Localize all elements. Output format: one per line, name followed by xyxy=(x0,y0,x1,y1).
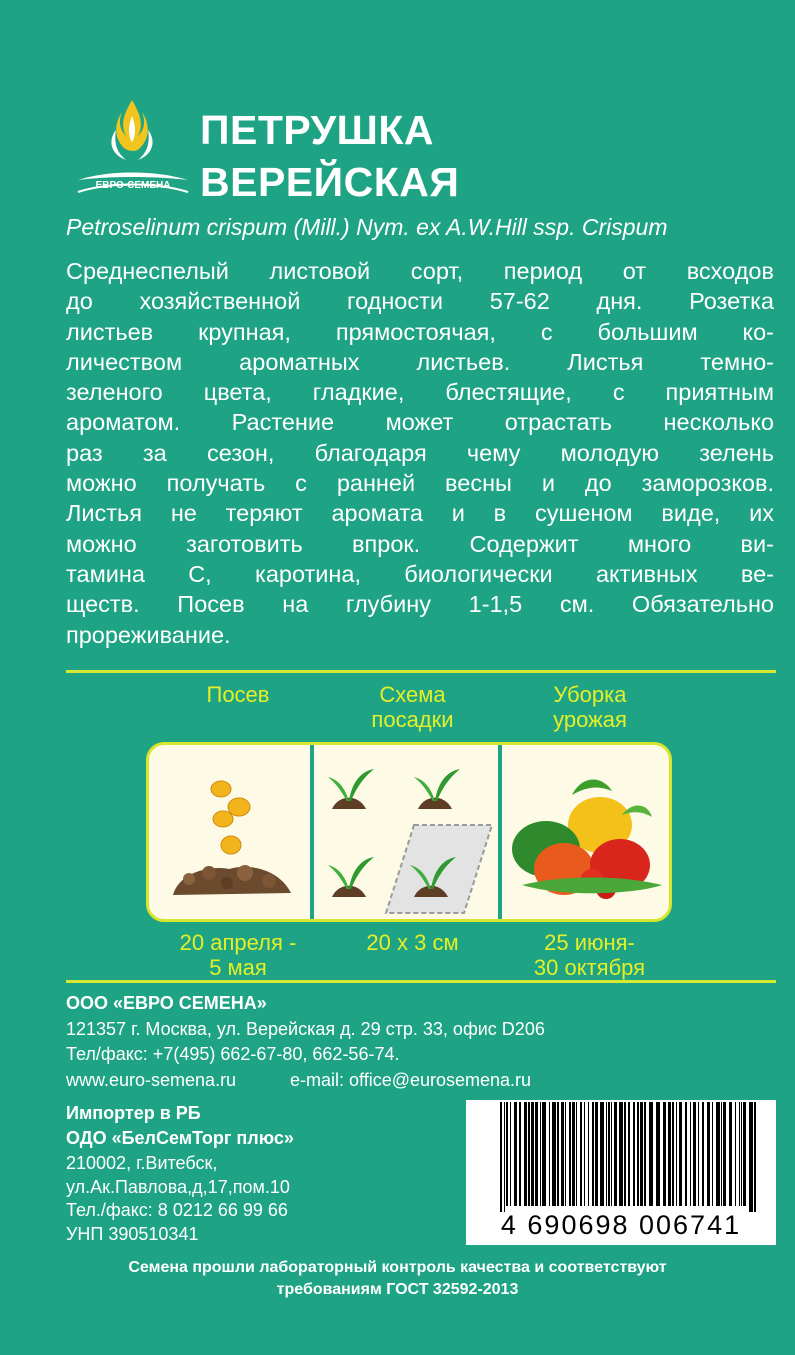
barcode-bar xyxy=(531,1102,534,1206)
barcode-bar xyxy=(693,1102,696,1206)
barcode-bar xyxy=(754,1102,756,1212)
importer-label: Импортер в РБ xyxy=(66,1103,201,1123)
barcode-bar xyxy=(614,1102,617,1206)
certification-note xyxy=(0,1257,795,1301)
description-line: Среднеспелый листовой сорт, период от всходов xyxy=(66,258,774,284)
barcode-bar xyxy=(576,1102,577,1206)
euro-semena-logo xyxy=(70,96,195,201)
barcode-bar xyxy=(608,1102,610,1206)
barcode-bar xyxy=(561,1102,564,1206)
barcode-bar xyxy=(588,1102,589,1206)
description-line: ществ. Посев на глубину 1-1,5 см. Обязательно xyxy=(66,591,774,618)
barcode-bar xyxy=(565,1102,566,1206)
schedule-panel xyxy=(146,742,672,922)
barcode-bar xyxy=(729,1102,732,1206)
logo-text: ЕВРО-СЕМЕНА xyxy=(95,180,171,191)
description-line: можно заготовить впрок. Содержит много ви- xyxy=(66,530,774,557)
barcode-bar xyxy=(685,1102,687,1206)
company-name: ООО «ЕВРО СЕМЕНА» xyxy=(66,993,267,1013)
barcode-bar xyxy=(644,1102,646,1206)
company-website: www.euro-semena.ru xyxy=(66,1070,237,1090)
description-line: листьев крупная, прямостоячая, с большим ко- xyxy=(66,318,774,345)
description-line: до хозяйственной годности 57-62 дня. Розетка xyxy=(66,288,774,315)
barcode-bar xyxy=(702,1102,704,1206)
barcode-bar xyxy=(569,1102,571,1206)
harvest-label-2: урожая xyxy=(553,707,627,732)
barcode-bar xyxy=(656,1102,660,1206)
description-line: раз за сезон, благодаря чему молодую зелень xyxy=(66,439,774,466)
flame-icon xyxy=(111,100,152,160)
barcode-bar xyxy=(552,1102,556,1206)
description xyxy=(66,256,774,650)
barcode-bar xyxy=(592,1102,594,1206)
description-line: зеленого цвета, гладкие, блестящие, с приятным xyxy=(66,379,774,406)
importer-line: Тел./факс: 8 0212 66 99 66 xyxy=(66,1200,288,1220)
column-foot-sowing xyxy=(158,930,318,980)
sprout-icon xyxy=(328,769,374,809)
barcode-bar xyxy=(721,1102,722,1206)
barcode-bar xyxy=(716,1102,720,1206)
barcode-bar xyxy=(672,1102,674,1206)
description-line: Листья не теряют аромата и в сушеном виде, их xyxy=(66,500,774,527)
scheme-label-2: посадки xyxy=(371,707,454,732)
product-title-line2: ВЕРЕЙСКАЯ xyxy=(200,159,460,205)
barcode-bar xyxy=(600,1102,604,1206)
barcode-bar xyxy=(549,1102,550,1206)
barcode-bar xyxy=(535,1102,538,1206)
barcode-bar xyxy=(649,1102,653,1206)
barcode-digits: 4 690698 006741 xyxy=(500,1210,742,1240)
scheme-label-1: Схема xyxy=(379,682,446,707)
barcode-bar xyxy=(735,1102,736,1206)
description-line: тамина С, каротина, биологически активных ве- xyxy=(66,560,774,587)
certification-line-1: Семена прошли лабораторный контроль качества и соответствуют xyxy=(128,1259,667,1276)
barcode-bar xyxy=(540,1102,541,1206)
importer-line: УНП 390510341 xyxy=(66,1224,199,1244)
vegetables-harvest-icon xyxy=(502,745,672,919)
sprout-icon xyxy=(328,857,374,897)
seeds-and-soil-icon xyxy=(149,745,310,919)
certification-line-2: требованиям ГОСТ 32592-2013 xyxy=(276,1281,519,1298)
barcode-bar xyxy=(723,1102,726,1206)
bottom-divider-line xyxy=(66,980,776,983)
importer-line: 210002, г.Витебск, xyxy=(66,1153,218,1173)
barcode-bar xyxy=(633,1102,635,1206)
barcode-bar xyxy=(519,1102,521,1206)
barcode-bar xyxy=(741,1102,742,1206)
barcode-bar xyxy=(506,1102,508,1206)
barcode-bar xyxy=(524,1102,527,1206)
description-line: ароматом. Растение может отрастать несколько xyxy=(66,409,774,436)
barcode-bar xyxy=(580,1102,582,1206)
barcode-bar xyxy=(743,1102,746,1206)
column-head-sowing xyxy=(188,682,288,707)
importer-name: ОДО «БелСемТорг плюс» xyxy=(66,1128,294,1148)
barcode-bar xyxy=(707,1102,710,1206)
barcode-bar xyxy=(679,1102,682,1206)
barcode-bar xyxy=(500,1102,502,1212)
column-head-scheme xyxy=(350,682,475,732)
barcode-bar xyxy=(640,1102,643,1206)
company-email: e-mail: office@eurosemena.ru xyxy=(290,1070,532,1090)
column-foot-scheme xyxy=(340,930,485,955)
barcode-bar xyxy=(584,1102,585,1206)
barcode xyxy=(466,1100,776,1245)
barcode-bar xyxy=(557,1102,559,1206)
barcode-bar xyxy=(611,1102,612,1206)
latin-name: Petroselinum crispum (Mill.) Nym. ex A.W.Hill ssp. Crispum xyxy=(66,214,668,240)
description-line: можно получать с ранней весны и до заморозков. xyxy=(66,470,774,497)
harvest-label-1: Уборка xyxy=(553,682,627,707)
barcode-bar xyxy=(606,1102,607,1206)
barcode-bar xyxy=(542,1102,546,1206)
barcode-bar xyxy=(510,1102,511,1206)
sowing-label: Посев xyxy=(206,682,270,707)
barcode-bars xyxy=(466,1102,776,1212)
barcode-bar xyxy=(572,1102,575,1206)
barcode-bar xyxy=(668,1102,671,1206)
planting-scheme-icon xyxy=(314,745,498,919)
barcode-bar xyxy=(504,1102,505,1212)
barcode-bar xyxy=(749,1102,753,1212)
harvest-date-1: 25 июня- xyxy=(544,930,635,955)
column-head-harvest xyxy=(530,682,650,732)
sprout-icon xyxy=(414,769,460,809)
barcode-bar xyxy=(690,1102,691,1206)
barcode-bar xyxy=(663,1102,666,1206)
barcode-bar xyxy=(628,1102,630,1206)
sowing-date-2: 5 мая xyxy=(209,955,267,980)
sowing-date-1: 20 апреля - xyxy=(179,930,297,955)
description-line: личеством ароматных листьев. Листья темно- xyxy=(66,348,774,375)
top-divider-line xyxy=(66,670,776,673)
importer-line: ул.Ак.Павлова,д,17,пом.10 xyxy=(66,1177,290,1197)
product-title-line1: ПЕТРУШКА xyxy=(200,107,435,153)
barcode-bar xyxy=(619,1102,623,1206)
barcode-bar xyxy=(637,1102,639,1206)
harvest-date-2: 30 октября xyxy=(533,955,646,980)
column-foot-harvest xyxy=(512,930,667,980)
barcode-bar xyxy=(514,1102,517,1206)
company-address: 121357 г. Москва, ул. Верейская д. 29 стр. 33, офис D206 xyxy=(66,1019,545,1039)
scheme-value: 20 x 3 см xyxy=(366,930,459,955)
barcode-bar xyxy=(528,1102,530,1206)
barcode-bar xyxy=(712,1102,713,1206)
barcode-bar xyxy=(739,1102,740,1206)
barcode-bar xyxy=(698,1102,699,1206)
description-line: прореживание. xyxy=(66,621,231,648)
barcode-bar xyxy=(676,1102,677,1206)
barcode-bar xyxy=(624,1102,626,1206)
barcode-bar xyxy=(595,1102,598,1206)
company-phone: Тел/факс: +7(495) 662-67-80, 662-56-74. xyxy=(66,1044,400,1064)
